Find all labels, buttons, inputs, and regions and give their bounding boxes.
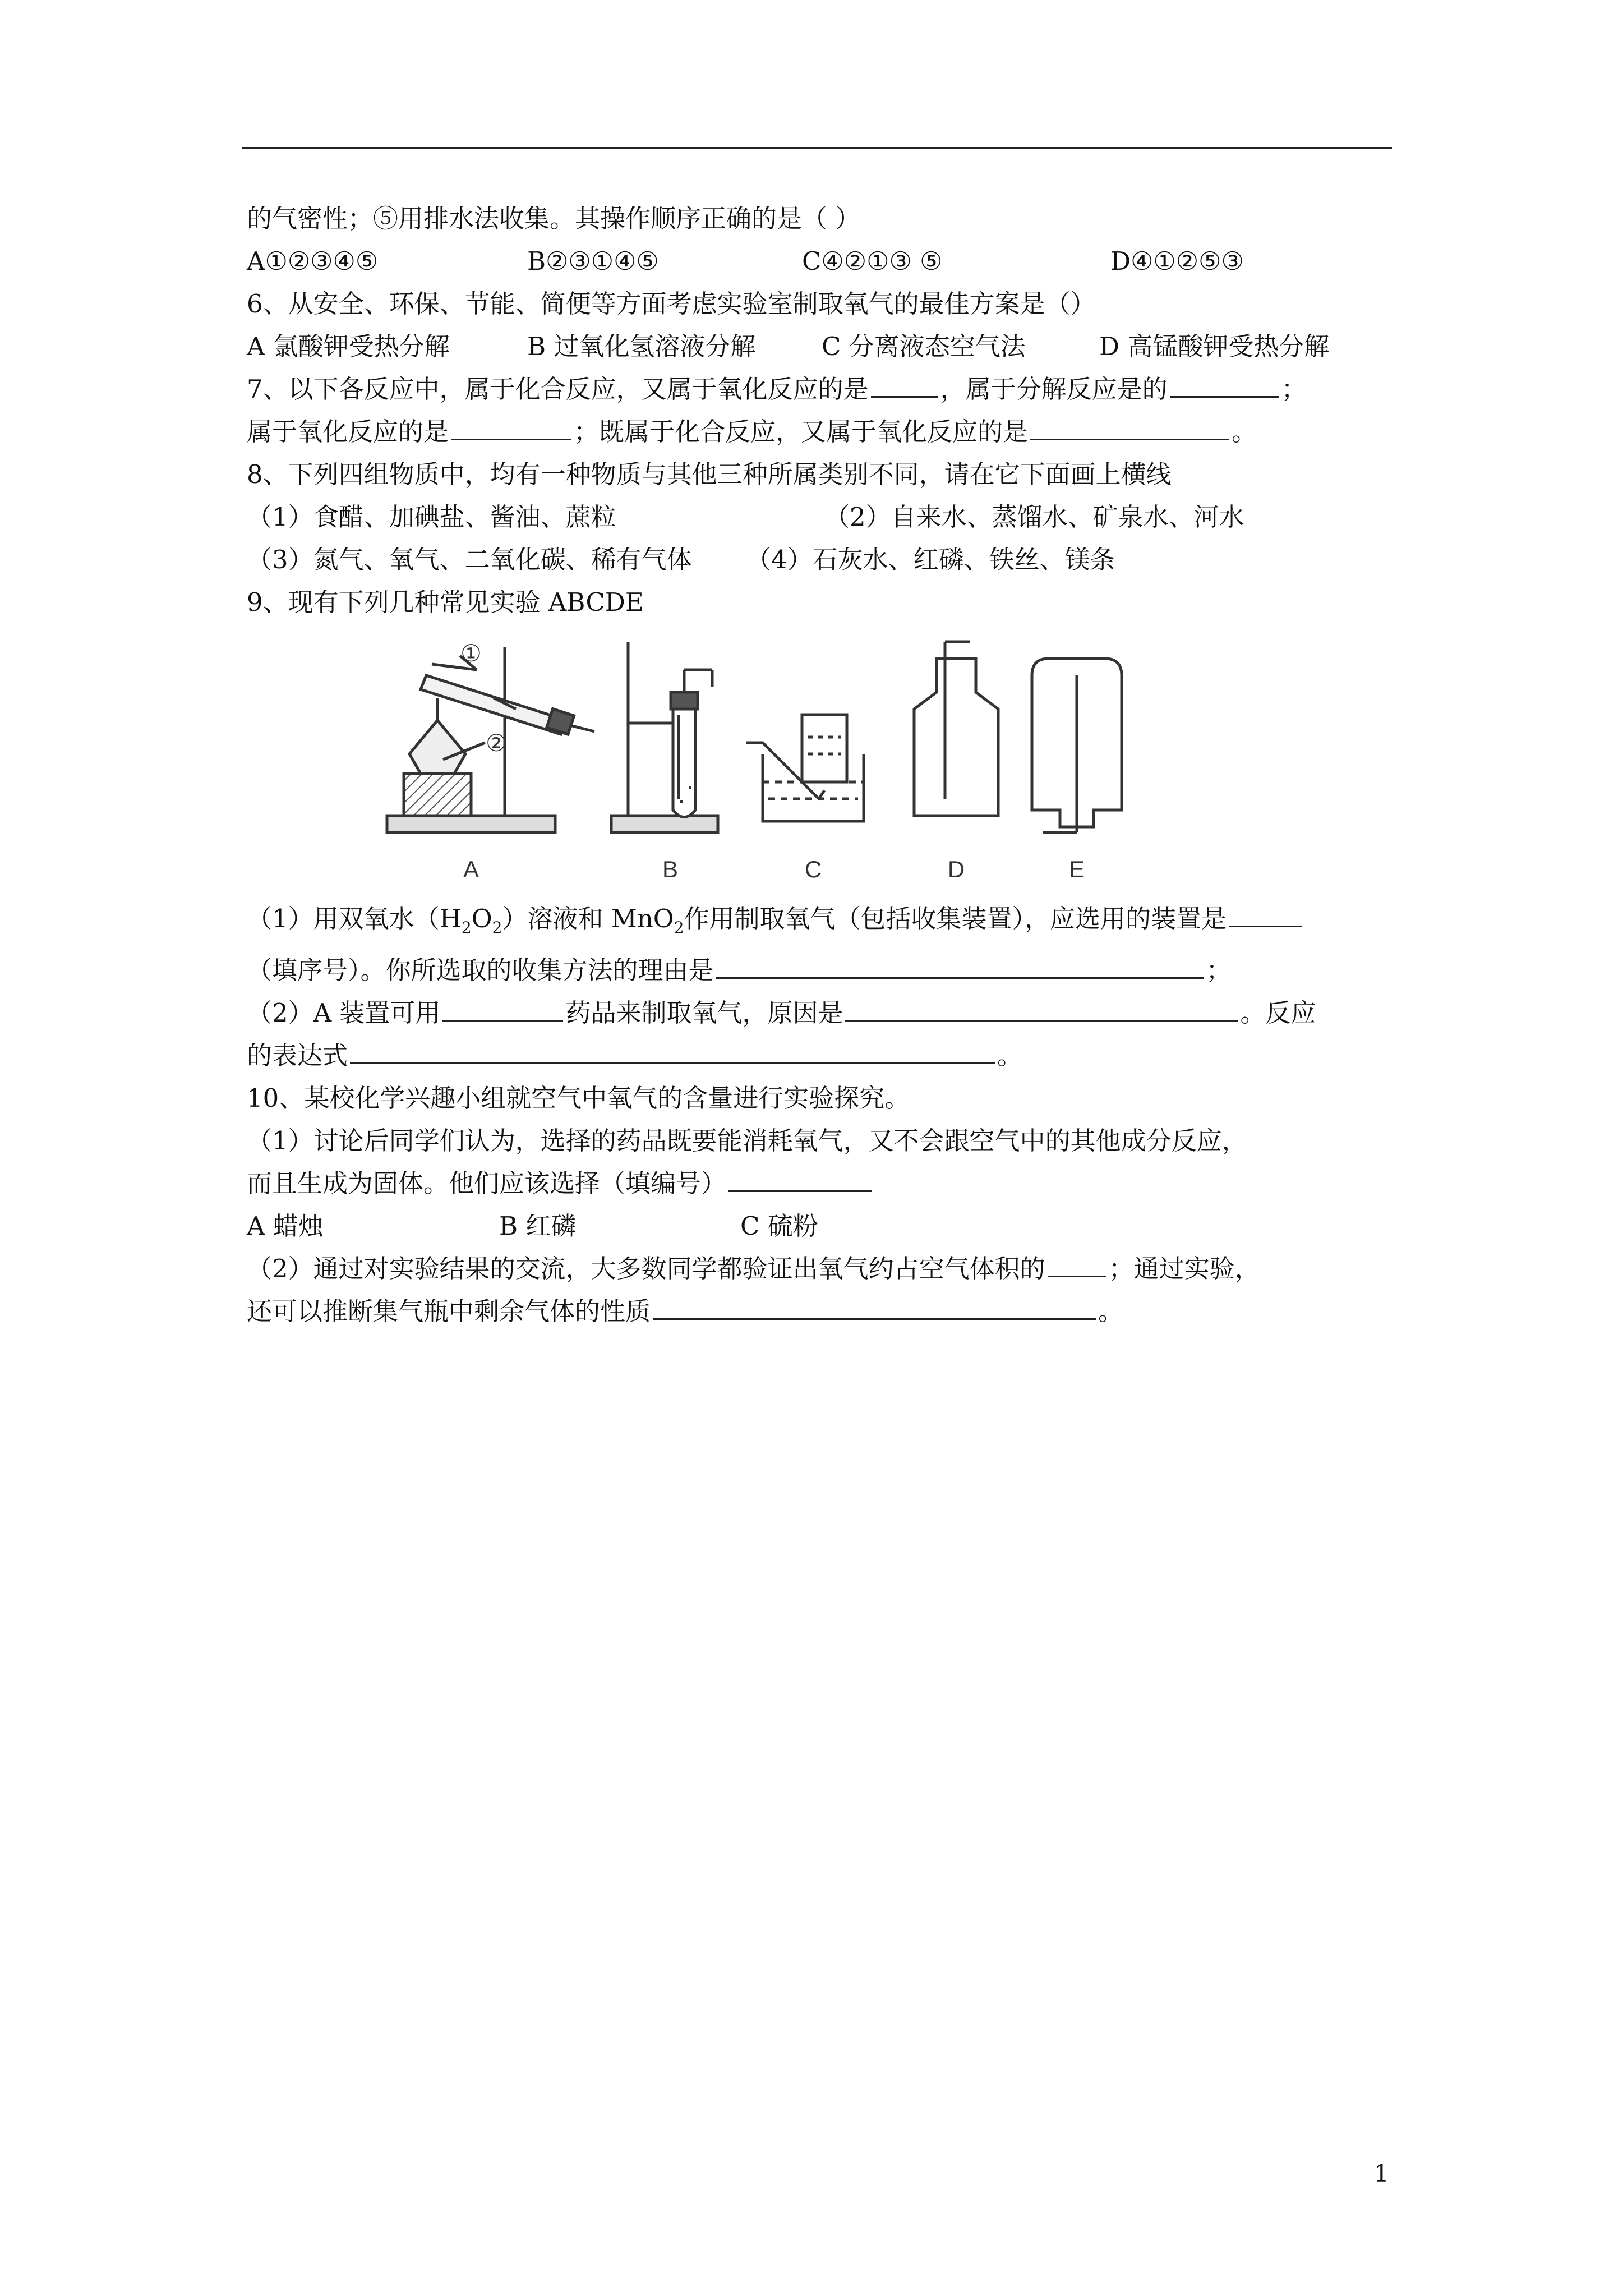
label-d: D [947,856,965,882]
apparatus-c [746,715,864,821]
q9-text: （2）A 装置可用 [247,998,441,1028]
question-6: 6、从安全、环保、节能、简便等方面考虑实验室制取氧气的最佳方案是（） [247,289,1096,319]
subscript: 2 [492,918,502,937]
question-9-2-line2 [247,1034,1402,1077]
answer-blank[interactable] [845,992,1238,1022]
option-d: D④①②⑤③ [1110,246,1244,276]
subscript: 2 [461,918,472,937]
question-8: 8、下列四组物质中，均有一种物质与其他三种所属类别不同，请在它下面画上横线 [247,459,1172,489]
q7-text: ；既属于化合反应，又属于氧化反应的是 [574,417,1029,447]
answer-blank[interactable] [1170,368,1279,398]
option-b: B②③①④⑤ [527,246,659,276]
question-7-line2 [247,411,1402,453]
subscript: 2 [674,918,684,937]
option-c: C 硫粉 [740,1211,818,1241]
label-b: B [662,856,679,882]
lab-apparatus-diagram [376,631,1172,889]
apparatus-b [611,642,718,832]
q9-text: 药品来制取氧气，原因是 [565,998,843,1028]
question-10-1-line2 [247,1162,1402,1205]
answer-blank[interactable] [728,1162,872,1192]
apparatus-e [1032,659,1122,832]
label-c: C [804,856,822,882]
q10-text: 。 [1098,1296,1124,1326]
q7-text: ，属于分解反应是的 [940,374,1168,404]
answer-blank[interactable] [1030,411,1229,440]
question-9: 9、现有下列几种常见实验 ABCDE [247,587,644,617]
answer-blank[interactable] [1048,1248,1106,1277]
q6-options [247,325,1402,368]
question-10-2-line2 [247,1290,1402,1333]
option-c: C 分离液态空气法 [822,332,1026,361]
option-c: C④②①③ ⑤ [802,246,943,276]
option-b: B 过氧化氢溶液分解 [527,332,756,361]
q9-text: 。 [997,1041,1023,1070]
q7-text: 。 [1232,417,1257,447]
label-a: A [463,856,479,882]
option-a: A 蜡烛 [247,1211,324,1241]
question-7-line1 [247,368,1402,411]
question-9-1-line2 [247,949,1402,992]
q9-text: （填序号）。你所选取的收集方法的理由是 [247,955,714,985]
q7-text: 7、以下各反应中，属于化合反应，又属于氧化反应的是 [247,374,869,404]
answer-blank[interactable] [1229,898,1302,927]
answer-blank[interactable] [653,1290,1096,1320]
q10-text: ；通过实验， [1108,1254,1260,1283]
text-line: 的气密性；⑤用排水法收集。其操作顺序正确的是（ ） [247,204,861,233]
label-e: E [1068,856,1085,882]
q7-text: ； [1281,374,1307,404]
q10-options [247,1205,1402,1248]
q9-text: （1）用双氧水（H [247,904,462,933]
callout-2: ② [486,730,507,756]
q8-group-1: （1）食醋、加碘盐、酱油、蔗粒 [247,502,616,532]
question-10: 10、某校化学兴趣小组就空气中氧气的含量进行实验探究。 [247,1083,910,1113]
q5-options [247,240,1402,283]
answer-blank[interactable] [350,1034,995,1064]
q8-row1 [247,496,1402,539]
apparatus-d [914,642,998,816]
q7-text: 属于氧化反应的是 [247,417,449,447]
q8-group-3: （3）氮气、氧气、二氧化碳、稀有气体 [247,545,692,574]
document-body [247,197,1402,1333]
option-a: A 氯酸钾受热分解 [247,332,450,361]
option-d: D 高锰酸钾受热分解 [1099,332,1330,361]
callout-1: ① [460,640,482,666]
q9-text: ）溶液和 MnO [502,904,674,933]
q9-text: 作用制取氧气（包括收集装置），应选用的装置是 [684,904,1227,933]
q8-row2 [247,539,1402,581]
question-9-1-line1 [247,898,1402,949]
option-a: A①②③④⑤ [247,246,379,276]
q8-group-4: （4）石灰水、红磷、铁丝、镁条 [746,545,1115,574]
option-b: B 红磷 [499,1211,577,1241]
q8-group-2: （2）自来水、蒸馏水、矿泉水、河水 [824,502,1244,532]
header-rule [242,147,1392,149]
question-10-1-line1: （1）讨论后同学们认为，选择的药品既要能消耗氧气，又不会跟空气中的其他成分反应， [247,1126,1247,1156]
q9-text: 。反应 [1240,998,1316,1028]
answer-blank[interactable] [451,411,571,440]
q10-text: 而且生成为固体。他们应该选择（填编号） [247,1168,727,1198]
q10-text: （2）通过对实验结果的交流，大多数同学都验证出氧气约占空气体积的 [247,1254,1045,1283]
answer-blank[interactable] [716,949,1204,979]
page-number: 1 [1374,2160,1389,2187]
apparatus-figure [247,631,1402,894]
q9-text: 的表达式 [247,1041,348,1070]
q9-text: ； [1206,955,1232,985]
answer-blank[interactable] [871,368,938,398]
answer-blank[interactable] [442,992,563,1022]
question-10-2-line1 [247,1248,1402,1290]
question-9-2-line1 [247,992,1402,1034]
q9-text: O [471,904,492,933]
q10-text: 还可以推断集气瓶中剩余气体的性质 [247,1296,651,1326]
